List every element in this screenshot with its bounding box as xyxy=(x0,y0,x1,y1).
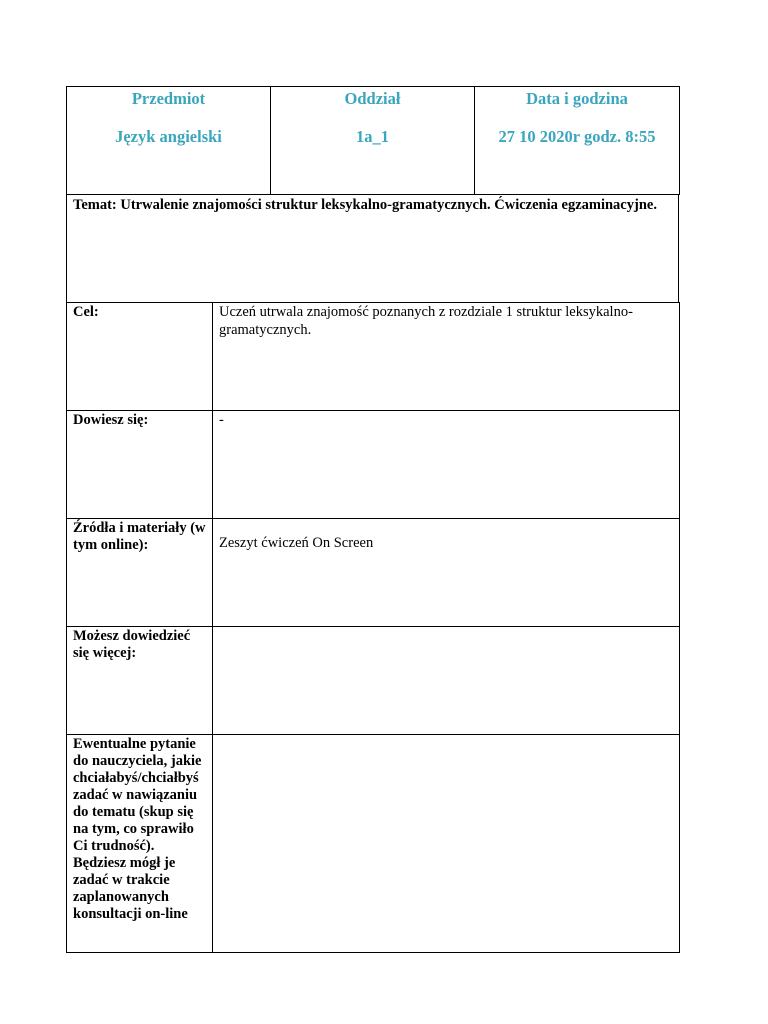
class-value: 1a_1 xyxy=(356,127,389,146)
topic-cell xyxy=(67,195,679,303)
sources-value: Zeszyt ćwiczeń On Screen xyxy=(219,535,374,551)
lesson-sheet xyxy=(66,86,679,953)
learn-value: - xyxy=(219,412,224,428)
more-label: Możesz dowiedzieć się więcej: xyxy=(73,628,191,661)
goal-value-cell xyxy=(213,303,680,411)
date-value: 27 10 2020r godz. 8:55 xyxy=(498,127,656,146)
question-value-cell xyxy=(213,735,680,953)
more-value-cell xyxy=(213,627,680,735)
more-label-cell xyxy=(67,627,213,735)
learn-value-cell xyxy=(213,411,680,519)
details-table xyxy=(66,302,680,953)
class-cell xyxy=(271,87,475,195)
topic-text: Temat: Utrwalenie znajomości struktur leksykalno-gramatycznych. Ćwiczenia egzaminacyjne. xyxy=(73,197,657,213)
question-label-cell xyxy=(67,735,213,953)
date-label: Data i godzina xyxy=(526,89,628,108)
date-cell xyxy=(475,87,680,195)
goal-label-cell xyxy=(67,303,213,411)
header-table xyxy=(66,86,680,195)
sources-value-cell xyxy=(213,519,680,627)
subject-value: Język angielski xyxy=(115,127,222,146)
question-label: Ewentualne pytanie do nauczyciela, jakie chciałabyś/chciałbyś zadać w nawiązaniu do tematu (skup się na tym, co sprawiło Ci trudność). Będziesz mógł je zadać w trakcie zaplanowanych konsultacji on-line xyxy=(73,736,202,922)
learn-label-cell xyxy=(67,411,213,519)
goal-value: Uczeń utrwala znajomość poznanych z rozdziale 1 struktur leksykalno-gramatycznych. xyxy=(219,304,633,338)
topic-table xyxy=(66,194,679,303)
class-label: Oddział xyxy=(344,89,401,108)
subject-cell xyxy=(67,87,271,195)
subject-label: Przedmiot xyxy=(131,89,206,108)
sources-label: Źródła i materiały (w tym online): xyxy=(73,520,206,553)
sources-label-cell xyxy=(67,519,213,627)
learn-label: Dowiesz się: xyxy=(73,412,149,428)
goal-label: Cel: xyxy=(73,304,99,320)
